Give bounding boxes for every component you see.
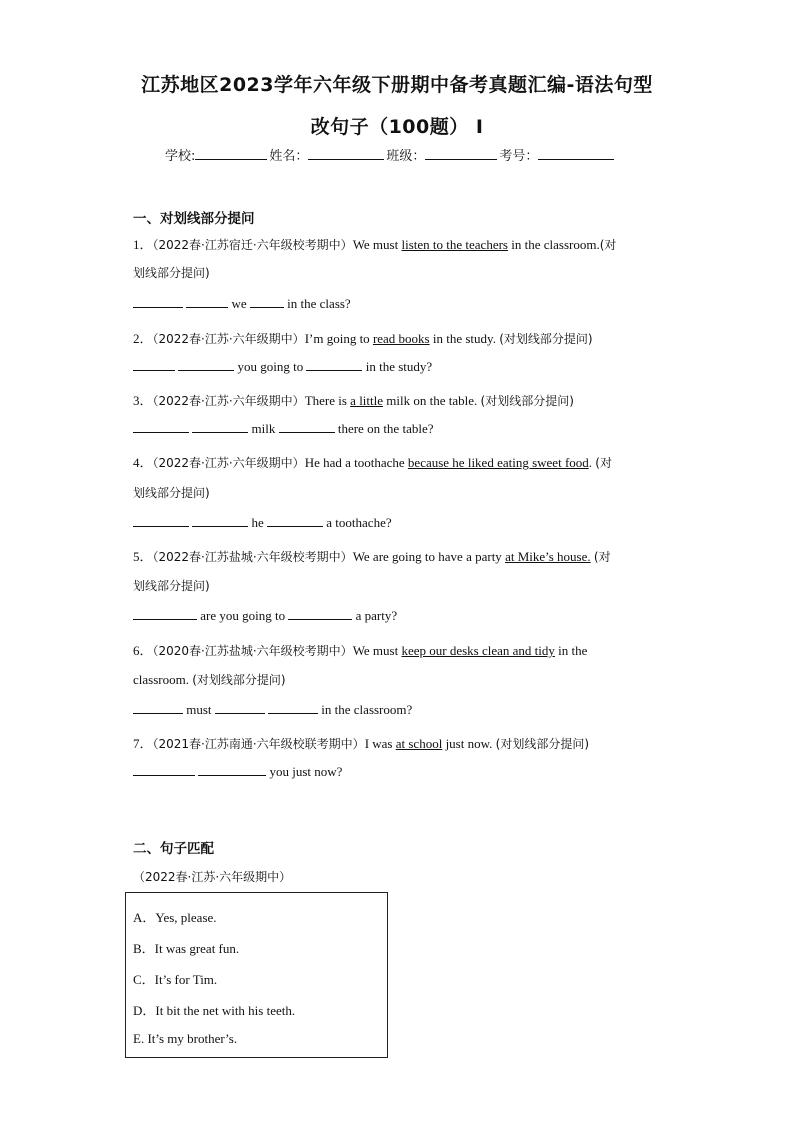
answer-blank[interactable]: [267, 515, 323, 527]
answer-blank[interactable]: [133, 515, 189, 527]
answer-3: milk there on the table?: [133, 421, 434, 437]
answer-blank[interactable]: [133, 421, 189, 433]
answer-blank[interactable]: [215, 702, 265, 714]
question-source: （2022春·江苏·六年级期中）: [152, 332, 305, 346]
exam-no-field[interactable]: [538, 147, 614, 160]
answer-blank[interactable]: [250, 296, 284, 308]
answer-blank[interactable]: [133, 702, 183, 714]
answer-5: are you going to a party?: [133, 608, 397, 624]
answer-7: you just now?: [133, 764, 342, 780]
answer-blank[interactable]: [198, 764, 266, 776]
question-7: 7．（2021春·江苏南通·六年级校联考期中）I was at school just now. (对划线部分提问): [133, 736, 590, 751]
underlined-part: a little: [350, 393, 384, 408]
answer-blank[interactable]: [133, 359, 175, 371]
answer-blank[interactable]: [178, 359, 234, 371]
answer-blank[interactable]: [306, 359, 362, 371]
answer-blank[interactable]: [133, 764, 195, 776]
underlined-part: listen to the teachers: [401, 237, 508, 252]
question-2: 2．（2022春·江苏·六年级期中）I’m going to read books in the study. (对划线部分提问): [133, 331, 593, 346]
answer-blank[interactable]: [288, 608, 352, 620]
question-1: 1．（2022春·江苏宿迁·六年级校考期中）We must listen to the teachers in the classroom.(对: [133, 237, 617, 252]
school-field[interactable]: [195, 147, 267, 160]
question-source: （2022春·江苏·六年级期中）: [152, 394, 305, 408]
student-info-row: [165, 145, 616, 164]
question-source: （2022春·江苏·六年级期中）: [152, 456, 305, 470]
answer-6: must in the classroom?: [133, 702, 412, 718]
underlined-part: keep our desks clean and tidy: [401, 643, 555, 658]
question-source: （2022春·江苏盐城·六年级校考期中）: [152, 550, 353, 564]
underlined-part: at school: [395, 736, 443, 751]
question-5-cont: 划线部分提问): [133, 579, 210, 593]
answer-2: you going to in the study?: [133, 359, 432, 375]
exam-no-label: 考号：: [499, 149, 539, 164]
underlined-part: at Mike’s house.: [505, 549, 591, 564]
question-source: （2021春·江苏南通·六年级校联考期中）: [152, 737, 365, 751]
options-box: [125, 892, 388, 1058]
answer-1: we in the class?: [133, 296, 351, 312]
name-field[interactable]: [308, 147, 384, 160]
question-4-cont: 划线部分提问): [133, 486, 210, 500]
underlined-part: read books: [372, 331, 430, 346]
question-source: （2020春·江苏盐城·六年级校考期中）: [152, 644, 353, 658]
option-d: D．It bit the net with his teeth.: [133, 1003, 296, 1018]
answer-blank[interactable]: [192, 515, 248, 527]
class-label: 班级：: [386, 149, 426, 164]
option-c: C．It’s for Tim.: [133, 972, 218, 987]
question-source: （2022春·江苏·六年级期中）: [133, 870, 292, 884]
question-3: 3．（2022春·江苏·六年级期中）There is a little milk on the table. (对划线部分提问): [133, 393, 574, 408]
option-a: A．Yes, please.: [133, 910, 217, 925]
question-6: 6．（2020春·江苏盐城·六年级校考期中）We must keep our desks clean and tidy in the: [133, 643, 588, 658]
answer-blank[interactable]: [192, 421, 248, 433]
answer-blank[interactable]: [133, 608, 197, 620]
page-title: 江苏地区2023学年六年级下册期中备考真题汇编-语法句型: [141, 74, 653, 96]
answer-blank[interactable]: [279, 421, 335, 433]
section-heading: 二、句子匹配: [133, 841, 214, 857]
question-5: 5．（2022春·江苏盐城·六年级校考期中）We are going to have a party at Mike’s house. (对: [133, 549, 611, 564]
section-heading: 一、对划线部分提问: [133, 211, 255, 227]
name-label: 姓名：: [269, 149, 309, 164]
answer-blank[interactable]: [268, 702, 318, 714]
question-6-cont: classroom. (对划线部分提问): [133, 672, 286, 687]
class-field[interactable]: [425, 147, 497, 160]
option-e: E. It’s my brother’s.: [133, 1031, 238, 1046]
answer-blank[interactable]: [133, 296, 183, 308]
answer-4: he a toothache?: [133, 515, 392, 531]
question-1-cont: 划线部分提问): [133, 266, 210, 280]
question-4: 4．（2022春·江苏·六年级期中）He had a toothache because he liked eating sweet food. (对: [133, 455, 612, 470]
page-subtitle: 改句子（100题） I: [310, 116, 484, 138]
option-b: B．It was great fun.: [133, 941, 240, 956]
question-source: （2022春·江苏宿迁·六年级校考期中）: [152, 238, 353, 252]
underlined-part: because he liked eating sweet food: [407, 455, 589, 470]
school-label: 学校:: [165, 149, 196, 164]
answer-blank[interactable]: [186, 296, 228, 308]
